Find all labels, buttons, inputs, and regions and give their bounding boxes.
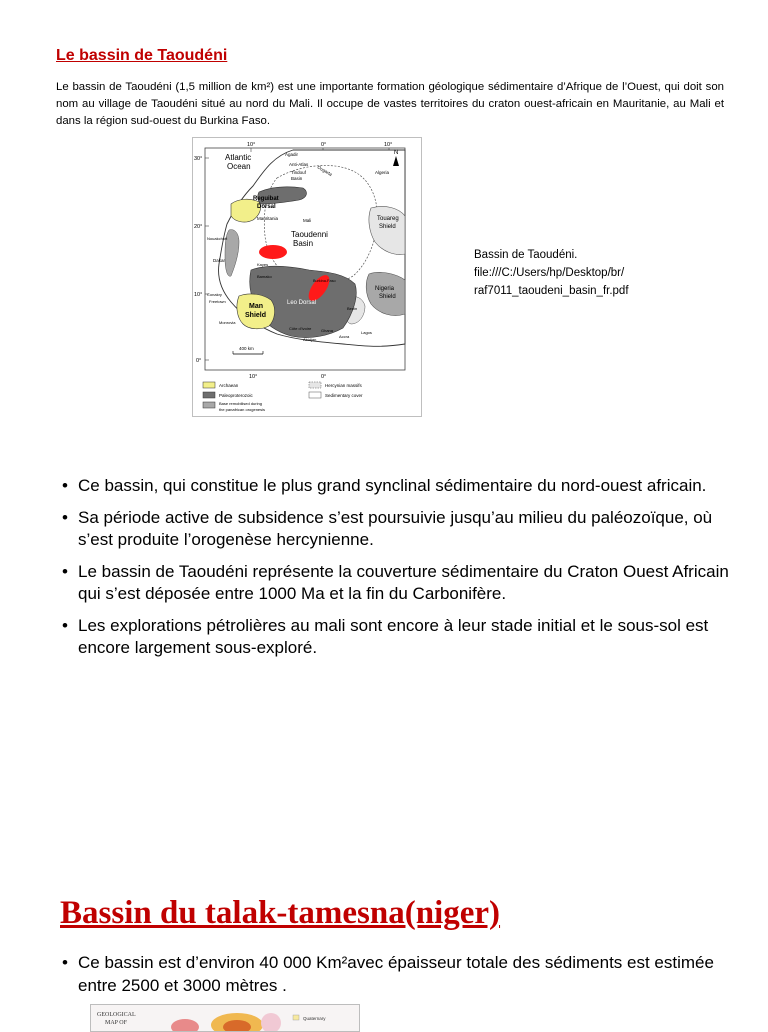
map-label-man-shield: Shield	[245, 312, 267, 319]
list-item: • Ce bassin, qui constitue le plus grand synclinal sédimentaire du nord-ouest africain.	[62, 475, 742, 498]
map-label-man: Man	[249, 303, 263, 310]
list-item: • Sa période active de subsidence s’est poursuivie jusqu’au milieu du paléozoïque, où s’est produite l’orogenèse hercynienne.	[62, 507, 713, 549]
map-label-ocean: Ocean	[227, 162, 251, 171]
map-label-atlantic: Atlantic	[225, 153, 252, 162]
map-label-ougarta: Ougarta	[316, 164, 334, 177]
map-label-tindouf-basin: Basin	[291, 176, 303, 181]
bullet-icon: •	[62, 615, 68, 635]
map-label-mali: Mali	[303, 218, 312, 223]
map-label-benin: Benin	[347, 306, 358, 311]
intro-paragraph: Le bassin de Taoudéni (1,5 million de km²) est une importante formation géologique sédimentaire d’Afrique de l’Ouest, qui doit son nom au village de Taoudéni situé au nord du Mali. Il occupe de vastes territoires du craton ouest-africain en Mauritanie, au Mali et dans la région sud-ouest du Burkina Faso.	[56, 81, 724, 127]
section-title-taoudeni: Le bassin de Taoudéni	[56, 47, 228, 64]
caption-line-3[interactable]: raf7011_taoudeni_basin_fr.pdf	[474, 285, 629, 297]
talak-bullet-list	[62, 952, 742, 997]
bullet-icon: •	[62, 507, 68, 527]
map-label-reguibat-dorsal: Dorsal	[257, 204, 276, 210]
legend-sedimentary: Sedimentary cover	[325, 393, 363, 398]
map-label-taoudenni-basin: Basin	[293, 239, 314, 248]
map-label-reguibat: Reguibat	[253, 196, 279, 202]
map-label-dakar: Dakar	[213, 258, 226, 263]
map-lon-bottom: 10°	[249, 374, 258, 380]
map-label-ghana: Ghana	[321, 328, 334, 333]
legend-remobilised-2: the panafrican orogenesis	[219, 407, 266, 412]
map2-title-2: MAP OF	[105, 1020, 127, 1026]
map-label-nigeria: Nigeria	[375, 286, 395, 292]
map-label-nigeria-shield: Shield	[379, 294, 396, 300]
legend-hercynian: Hercynian massifs	[325, 383, 362, 388]
map-label-monrovia: Monrovia	[219, 320, 236, 325]
map-lat-30: 30°	[194, 156, 203, 162]
map-caption	[474, 246, 629, 300]
map-label-antiatlas: Anti-Atlas	[289, 162, 309, 167]
map-lon-bottom-0: 0°	[321, 374, 327, 380]
list-item: • Ce bassin est d’environ 40 000 Km²avec épaisseur totale des sédiments est estimée entre 2500 et 3000 mètres .	[62, 953, 714, 995]
talak-tamesna-map	[90, 1004, 360, 1032]
map-label-tindouf: Tindouf	[291, 170, 306, 175]
map-label-lagos: Lagos	[361, 330, 372, 335]
map-label-bamako: Bamako	[257, 274, 272, 279]
map-lon-10b: 10°	[384, 142, 393, 148]
taoudeni-basin-map	[192, 137, 422, 417]
map-lat-20: 20°	[194, 224, 203, 230]
map-label-cote: Côte d'Ivoire	[289, 326, 312, 331]
caption-line-2[interactable]: file:///C:/Users/hp/Desktop/br/	[474, 267, 625, 279]
bullet-icon: •	[62, 476, 68, 495]
map2-legend-quaternary: Quaternary	[303, 1016, 326, 1021]
section-title-talak-tamesna: Bassin du talak-tamesna(niger)	[60, 895, 501, 931]
map-label-touareg: Touareg	[377, 216, 399, 222]
map-label-mauritania: Mauritania	[257, 216, 279, 221]
bullet-icon: •	[62, 561, 68, 581]
map-label-burkina: Burkina-Faso	[313, 279, 336, 283]
legend-archaean: Archaean	[219, 383, 239, 388]
map2-title-1: GEOLOGICAL	[97, 1012, 136, 1018]
map-label-conakry: Conakry	[207, 292, 222, 297]
map-label-algeria: Algeria	[375, 170, 390, 175]
map-label-kayes: Kayes	[257, 262, 269, 267]
map-label-abidjan: Abidjan	[303, 337, 317, 342]
map-lat-10: 10°	[194, 292, 203, 298]
map-lat-0: 0°	[196, 358, 202, 364]
bullet-icon: •	[62, 953, 68, 972]
map-lon-0: 0°	[321, 142, 327, 148]
list-item: • Le bassin de Taoudéni représente la couverture sédimentaire du Craton Ouest Africain qui s’est déposée entre 1000 Ma et la fin du Carbonifère.	[62, 561, 729, 603]
map-north-label: N	[394, 150, 399, 156]
map-lon-10a: 10°	[247, 142, 256, 148]
list-item: • Les explorations pétrolières au mali sont encore à leur stade initial et le sous-sol est encore largement sous-exploré.	[62, 615, 709, 657]
map-label-nouakchott: Nouakchott	[207, 236, 228, 241]
map-label-accra: Accra	[339, 334, 350, 339]
legend-remobilised: Base remobilised during	[219, 401, 262, 406]
map-label-leo: Leo Dorsal	[287, 300, 317, 306]
map-scale-label: 400 km	[239, 346, 254, 351]
caption-line-1: Bassin de Taoudéni.	[474, 249, 578, 261]
taoudeni-bullet-list	[62, 475, 742, 669]
legend-paleoproterozoic: Paleoproterozoic	[219, 393, 253, 398]
map-label-touareg-shield: Shield	[379, 224, 396, 230]
map-label-agadir: Agadir	[285, 152, 299, 157]
map-label-freetown: Freetown	[209, 299, 226, 304]
map-label-taoudenni: Taoudenni	[291, 230, 328, 239]
